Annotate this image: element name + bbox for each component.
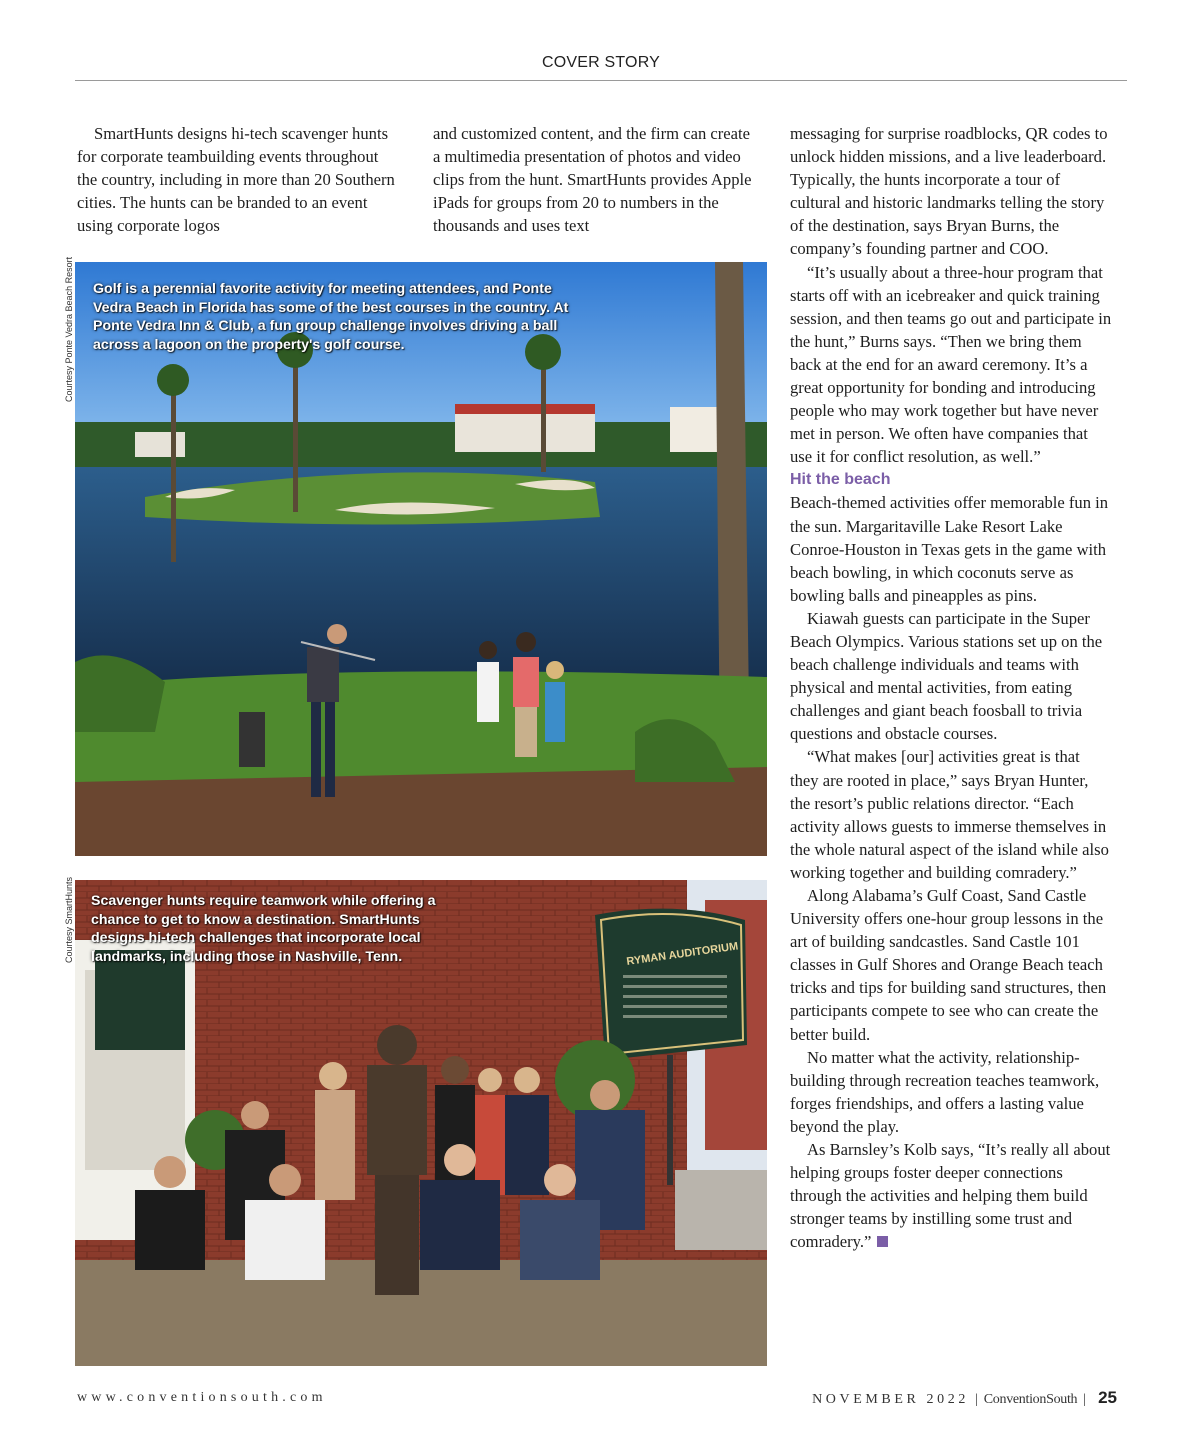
footer-issue-info: [812, 1388, 1117, 1408]
paragraph: and customized content, and the firm can create a multimedia presentation of photos and video clips from the hunt. SmartHunts provides Apple iPads for groups from 20 to numbers in the thousands and uses text: [433, 124, 752, 236]
separator: |: [974, 1392, 978, 1407]
paragraph: Kiawah guests can participate in the Super Beach Olympics. Various stations set up on the beach challenge individuals and teams with physical and mental activities, from eating challenges and giant beach foosball to trivia questions and obstacle courses.: [790, 608, 1103, 744]
nashville-group-photo: [75, 880, 767, 1366]
article-column-2: [433, 122, 753, 237]
paragraph: Beach-themed activities offer memorable fun in the sun. Margaritaville Lake Resort Lake Conroe-Houston in Texas gets in the game with beach bowling, in which coconuts serve as bowling balls and pineapples as pins.: [790, 493, 1109, 605]
footer-website: www.conventionsouth.com: [77, 1390, 327, 1405]
end-mark-icon: [877, 1236, 888, 1247]
paragraph: messaging for surprise roadblocks, QR codes to unlock hidden missions, and a live leaderboard. Typically, the hunts incorporate a tour of cultural and historic landmarks telling the story of the destination, says Bryan Burns, the company’s founding partner and COO.: [790, 124, 1108, 259]
separator: |: [1083, 1392, 1087, 1407]
photo-caption: Golf is a perennial favorite activity for meeting attendees, and Ponte Vedra Beach in Florida has some of the best courses in the country. At Ponte Vedra Inn & Club, a fun group challenge involves driving a ball across a lagoon on the property's golf course.: [93, 281, 569, 354]
marker-title: RYMAN AUDITORIUM: [625, 940, 739, 968]
golf-lagoon-photo: [75, 262, 767, 856]
paragraph: SmartHunts designs hi-tech scavenger hunts for corporate teambuilding events throughout the country, including in more than 20 Southern cities. The hunts can be branded to an event using corporate logos: [77, 124, 395, 236]
photo-credit: Courtesy SmartHunts: [64, 876, 74, 963]
magazine-name: ConventionSouth: [983, 1392, 1078, 1407]
photo-credit: Courtesy Ponte Vedra Beach Resort: [64, 256, 74, 402]
article-column-1: [77, 122, 397, 237]
subheading: Hit the beach: [790, 471, 891, 489]
article-column-3: [790, 122, 1112, 1254]
paragraph: “What makes [our] activities great is that they are rooted in place,” says Bryan Hunter, the resort’s public relations director. “Each activity allows guests to immerse themselves in the whole natural aspect of the island while also working together and building comradery.”: [790, 747, 1109, 882]
photo-caption: Scavenger hunts require teamwork while offering a chance to get to know a destination. SmartHunts designs hi-tech challenges that incorporate local landmarks, including those in Nashville, Tenn.: [91, 893, 436, 966]
section-title: COVER STORY: [541, 54, 661, 71]
paragraph: Along Alabama’s Gulf Coast, Sand Castle University offers one-hour group lessons in the art of building sandcastles. Sand Castle 101 classes in Gulf Shores and Orange Beach teach tricks and tips for building sand structures, then participants compete to see who can create the better build.: [790, 886, 1107, 1044]
paragraph-text: As Barnsley’s Kolb says, “It’s really all about helping groups foster deeper connections through the activities and helping them build stronger teams by instilling some trust and comradery.”: [790, 1140, 1111, 1252]
paragraph: [790, 1138, 1112, 1253]
section-header: [75, 54, 1127, 81]
paragraph: No matter what the activity, relationship-building through recreation teaches teamwork, forges friendships, and offers a lasting value beyond the play.: [790, 1047, 1100, 1136]
issue-date: NOVEMBER 2022: [812, 1392, 969, 1407]
paragraph: “It’s usually about a three-hour program that starts off with an icebreaker and quick training session, and then teams go out and participate in the hunt,” Burns says. “Then we bring them back at the end for an award ceremony. It’s a great opportunity for bonding and introducing people who may work together but have never met in person. We often have companies that use it for conflict resolution, as well.”: [790, 262, 1112, 467]
page-number: 25: [1098, 1388, 1117, 1407]
